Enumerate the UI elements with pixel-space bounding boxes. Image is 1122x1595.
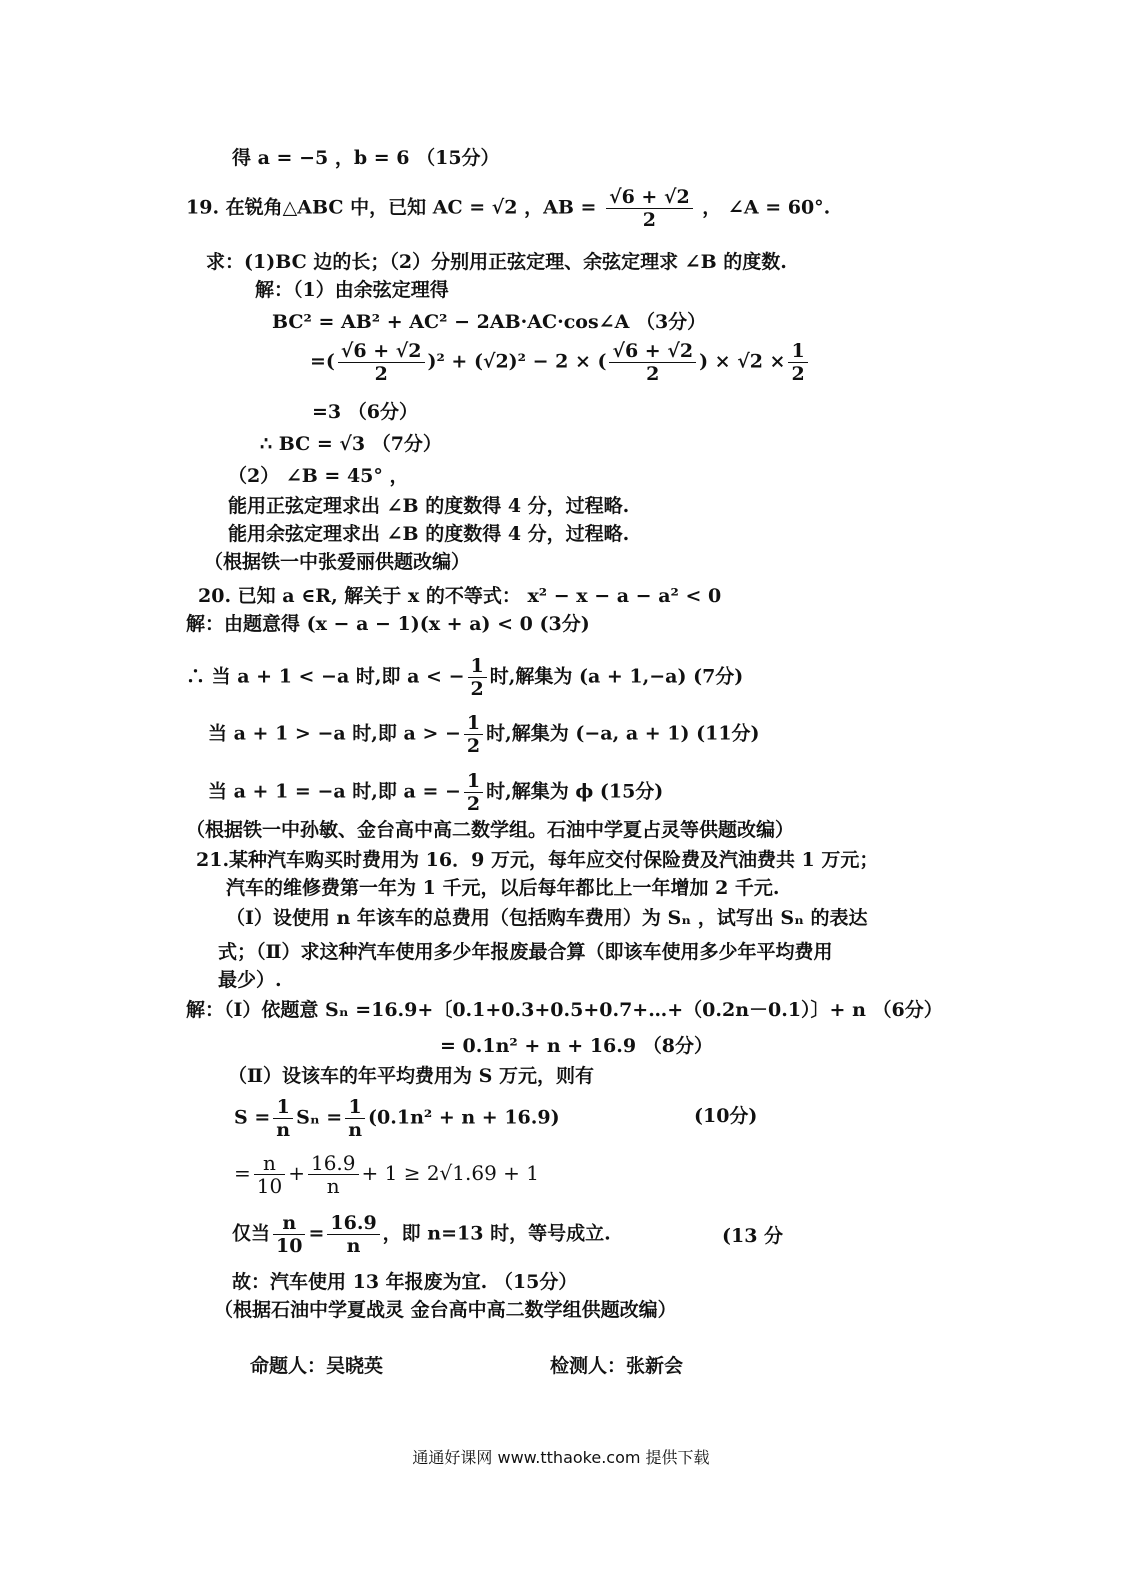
p19-text-b: ， ∠A = 60°. — [702, 196, 831, 219]
p21-eq-frac2 — [327, 1212, 379, 1257]
p21-avg-c: (0.1n² + n + 16.9) — [368, 1106, 560, 1129]
p21-ineq-frac1 — [254, 1152, 285, 1197]
p19-result-3: =3 （6分） — [312, 401, 418, 423]
setter-name: 命题人：吴晓英 — [250, 1355, 384, 1377]
problem-20-statement: 20. 已知 a ∈R, 解关于 x 的不等式： x² − x − a − a² < 0 — [198, 585, 722, 607]
p20-case-1 — [186, 655, 743, 700]
p20-solution-start: 解：由题意得 (x − a − 1)(x + a) < 0 (3分) — [186, 613, 590, 635]
p20-case2-frac — [464, 712, 483, 757]
line-result-18: 得 a = −5 ，b = 6 （15分） — [232, 147, 500, 169]
p20-case2-frac-den: 2 — [466, 735, 481, 757]
p19-substitution — [310, 340, 811, 385]
p21-avg-frac1-den: n — [276, 1119, 291, 1141]
p20-case3-a: 当 a + 1 = −a 时,即 a = − — [208, 780, 461, 803]
p20-case3-frac — [464, 770, 483, 815]
p19-sub-frac2 — [609, 340, 696, 385]
p20-case1-b: 时,解集为 (a + 1,−a) (7分) — [489, 665, 744, 688]
problem-21-line1: 21.某种汽车购买时费用为 16．9 万元，每年应交付保险费及汽油费共 1 万元； — [196, 849, 879, 871]
p21-source-note: （根据石油中学夏战灵 金台高中高二数学组供题改编） — [214, 1299, 677, 1321]
p19-cosine-note: 能用余弦定理求出 ∠B 的度数得 4 分，过程略. — [228, 523, 630, 545]
p19-fraction-ab — [606, 186, 693, 231]
page-footer: 通通好课网 www.tthaoke.com 提供下载 — [412, 1448, 710, 1467]
p21-score-10: (10分) — [694, 1105, 758, 1127]
p19-sub-frac2-num: √6 + √2 — [609, 340, 696, 363]
p19-frac-num: √6 + √2 — [606, 186, 693, 209]
p21-eq-a: 仅当 — [232, 1222, 271, 1245]
p21-eq-frac1-num: n — [273, 1212, 305, 1235]
p21-eq-frac2-den: n — [346, 1235, 361, 1257]
p21-eq-frac1-den: 10 — [276, 1235, 303, 1257]
p19-sub-frac3-num: 1 — [788, 340, 807, 363]
p21-avg-a: S = — [234, 1106, 271, 1129]
p19-sub-frac2-den: 2 — [646, 363, 660, 385]
p20-case3-frac-den: 2 — [466, 793, 481, 815]
p21-ineq-frac2 — [308, 1152, 359, 1197]
p20-case-2 — [208, 712, 760, 757]
p19-text-a: 19. 在锐角△ABC 中，已知 AC = √2 ，AB = — [186, 196, 597, 219]
p21-sn-result: = 0.1n² + n + 16.9 （8分） — [440, 1035, 713, 1057]
p21-avg-frac2 — [345, 1096, 365, 1141]
problem-21-line3: （Ⅰ）设使用 n 年该车的总费用（包括购车费用）为 Sₙ ，试写出 Sₙ 的表达 — [226, 907, 868, 929]
p19-source-note: （根据铁一中张爱丽供题改编） — [204, 551, 471, 573]
p19-sub-a: =( — [310, 350, 335, 373]
p21-avg-frac1-num: 1 — [273, 1096, 293, 1119]
p21-average-formula — [234, 1096, 560, 1141]
p19-sub-frac3 — [788, 340, 807, 385]
p21-ineq-c: + 1 ≥ 2√1.69 + 1 — [361, 1161, 540, 1185]
p20-source-note: （根据铁一中孙敏、金台高中高二数学组。石油中学夏占灵等供题改编） — [186, 819, 795, 841]
p21-avg-frac2-num: 1 — [345, 1096, 365, 1119]
p19-solution-intro: 解：（1）由余弦定理得 — [255, 279, 449, 301]
p21-avg-frac2-den: n — [348, 1119, 363, 1141]
p19-bc-result: ∴ BC = √3 （7分） — [260, 433, 442, 455]
p21-conclusion: 故：汽车使用 13 年报废为宜. （15分） — [232, 1271, 578, 1293]
p20-case2-frac-num: 1 — [464, 712, 483, 735]
p20-case1-a: ∴ 当 a + 1 < −a 时,即 a < − — [186, 665, 465, 688]
p19-frac-den: 2 — [642, 209, 656, 231]
p21-ineq-b: + — [288, 1161, 305, 1185]
problem-19-statement — [186, 186, 830, 231]
checker-name: 检测人：张新会 — [550, 1355, 684, 1377]
problem-19-question: 求：(1)BC 边的长；（2）分别用正弦定理、余弦定理求 ∠B 的度数. — [206, 251, 787, 273]
p21-ineq-frac1-num: n — [254, 1152, 285, 1175]
p19-angle-b: （2） ∠B = 45° ， — [228, 465, 409, 487]
p20-case1-frac-den: 2 — [470, 678, 484, 700]
p21-solution-part1: 解：（Ⅰ）依题意 Sₙ =16.9+〔0.1+0.3+0.5+0.7+…+（0.2n－0.1）〕+ n （6分） — [186, 999, 943, 1021]
p20-case3-b: 时,解集为 ϕ (15分) — [486, 780, 664, 803]
p19-sub-frac1-den: 2 — [374, 363, 388, 385]
p19-sub-b: )² + (√2)² − 2 × ( — [427, 350, 607, 373]
p21-ineq-frac2-den: n — [326, 1174, 340, 1198]
p20-case3-frac-num: 1 — [464, 770, 483, 793]
p21-score-13: (13 分 — [722, 1225, 784, 1247]
p19-cosine-law: BC² = AB² + AC² − 2AB·AC·cos∠A （3分） — [272, 311, 707, 333]
p19-sub-frac1 — [338, 340, 425, 385]
p20-case2-b: 时,解集为 (−a, a + 1) (11分) — [486, 722, 760, 745]
p21-solution-part2: （Ⅱ）设该车的年平均费用为 S 万元，则有 — [228, 1065, 594, 1087]
p19-sub-c: ) × √2 × — [699, 350, 786, 373]
p20-case2-a: 当 a + 1 > −a 时,即 a > − — [208, 722, 461, 745]
p19-sub-frac1-num: √6 + √2 — [338, 340, 425, 363]
p21-ineq-frac1-den: 10 — [256, 1174, 283, 1198]
p19-sine-note: 能用正弦定理求出 ∠B 的度数得 4 分，过程略. — [228, 495, 630, 517]
p21-inequality — [234, 1152, 539, 1197]
p21-equality-condition — [232, 1212, 611, 1257]
p21-ineq-frac2-num: 16.9 — [308, 1152, 359, 1175]
p20-case1-frac — [468, 655, 487, 700]
p21-eq-c: ，即 n=13 时，等号成立. — [382, 1222, 611, 1245]
p19-sub-frac3-den: 2 — [791, 363, 805, 385]
problem-21-line5: 最少）. — [218, 969, 282, 991]
p21-avg-b: Sₙ = — [296, 1106, 343, 1129]
problem-21-line4: 式；（Ⅱ）求这种汽车使用多少年报废最合算（即该车使用多少年平均费用 — [218, 941, 833, 963]
p20-case1-frac-num: 1 — [468, 655, 487, 678]
p21-eq-frac2-num: 16.9 — [327, 1212, 379, 1235]
p21-eq-b: = — [308, 1222, 325, 1245]
problem-21-line2: 汽车的维修费第一年为 1 千元，以后每年都比上一年增加 2 千元. — [226, 877, 780, 899]
p21-avg-frac1 — [273, 1096, 293, 1141]
p21-eq-frac1 — [273, 1212, 305, 1257]
p21-ineq-a: = — [234, 1161, 251, 1185]
p20-case-3 — [208, 770, 663, 815]
